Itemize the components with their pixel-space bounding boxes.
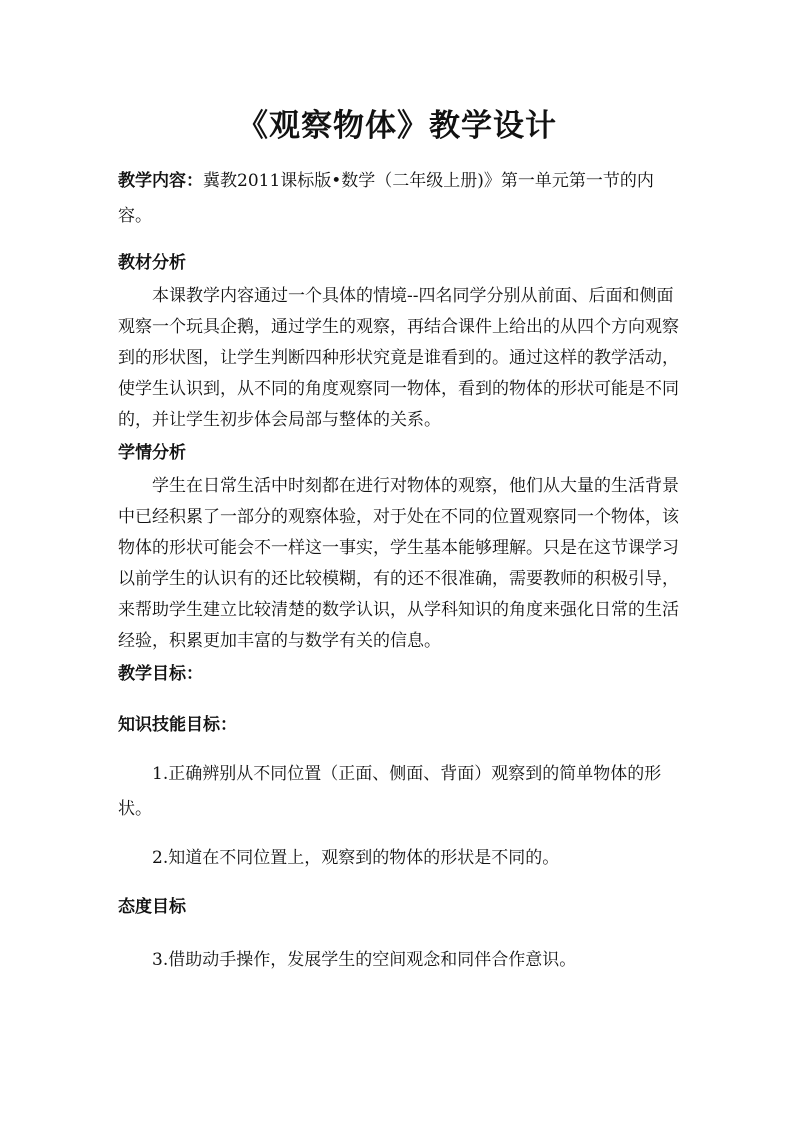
spacer (118, 743, 683, 757)
knowledge-skill-goals-heading: 知识技能目标： (118, 715, 237, 735)
student-analysis-heading: 学情分析 (118, 443, 186, 463)
teaching-content-label: 教学内容： (118, 171, 203, 191)
teaching-content-text: 冀教2011课标版•数学（二年级上册)》第一单元第一节的内容。 (118, 171, 654, 226)
student-analysis-paragraph: 学生在日常生活中时刻都在进行对物体的观察，他们从大量的生活背景中已经积累了一部分的观察体验，对于处在不同的位置观察同一个物体，该物体的形状可能会不一样这一事实，学生基本能够理解。只是在这节课学习以前学生的认识有的还比较模糊，有的还不很准确，需要教师的积极引导，来帮助学生建立比较清楚的数学认识，从学科知识的角度来强化日常的生活经验，积累更加丰富的与数学有关的信息。 (118, 476, 679, 651)
attitude-goal-item-3: 3.借助动手操作，发展学生的空间观念和同伴合作意识。 (152, 950, 577, 970)
spacer (118, 234, 683, 246)
teaching-content-line (118, 164, 683, 234)
spacer (118, 692, 683, 708)
textbook-analysis-paragraph: 本课教学内容通过一个具体的情境--四名同学分别从前面、后面和侧面观察一个玩具企鹅，通过学生的观察，再结合课件上给出的从四个方向观察到的形状图，让学生判断四种形状究竟是谁看到的。通过这样的教学活动，使学生认识到，从不同的角度观察同一物体，看到的物体的形状可能是不同的，并让学生初步体会局部与整体的关系。 (118, 286, 679, 430)
teaching-goals-heading: 教学目标： (118, 664, 203, 684)
spacer (118, 925, 683, 943)
document-body (118, 164, 683, 978)
document-title: 《观察物体》教学设计 (237, 108, 557, 144)
knowledge-goal-item-1: 1.正确辨别从不同位置（正面、侧面、背面）观察到的简单物体的形状。 (118, 764, 662, 819)
spacer (118, 827, 683, 841)
knowledge-goal-item-2: 2.知道在不同位置上，观察到的物体的形状是不同的。 (152, 848, 560, 868)
spacer (118, 876, 683, 890)
textbook-analysis-heading: 教材分析 (118, 253, 186, 273)
attitude-goals-heading: 态度目标 (118, 897, 186, 917)
